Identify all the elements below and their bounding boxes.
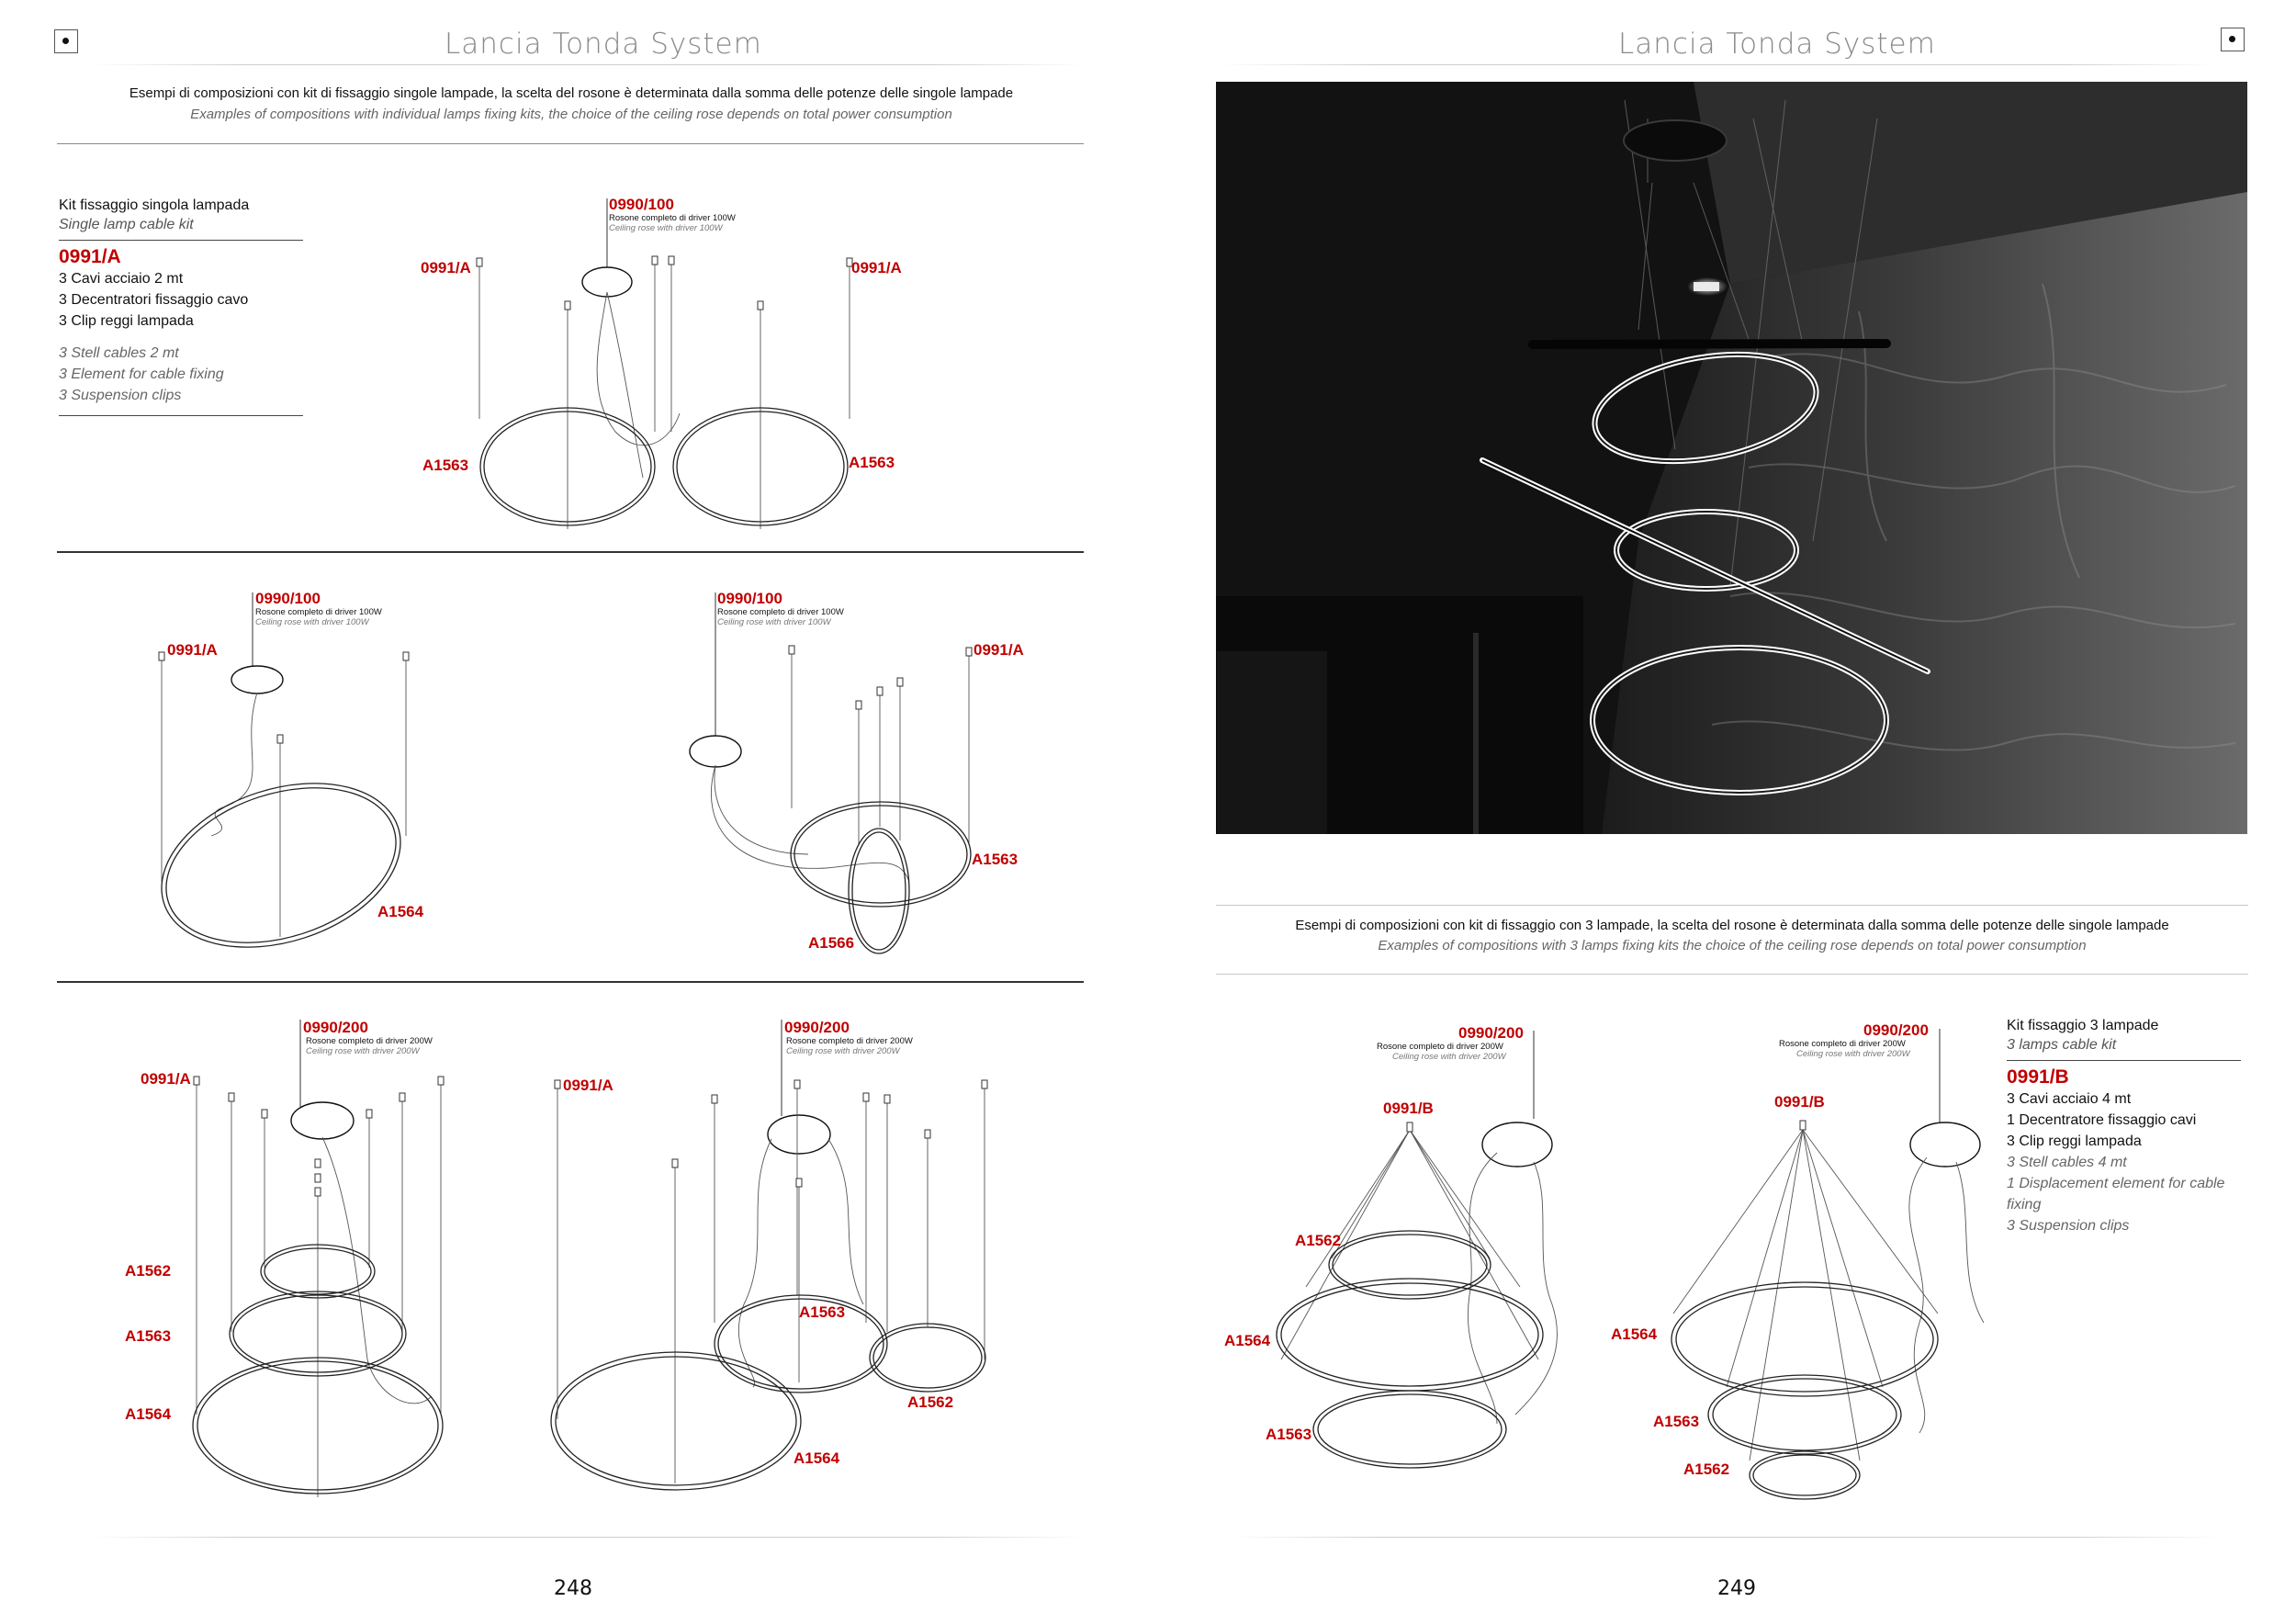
kit-line-it-1: 3 Cavi acciaio 2 mt: [59, 271, 184, 287]
ceiling-rose: [291, 1102, 354, 1139]
lamp-installation-photo: [1216, 82, 2247, 834]
diagram-rings-a1563-a1566: [690, 590, 1024, 953]
label-a1562: A1562: [1683, 1460, 1730, 1478]
intro-text-it-right: Esempi di composizioni con kit di fissaggio con 3 lampade, la scelta del rosone è determinata dalla somma delle potenze delle singole lampade: [1295, 918, 2169, 933]
label-rose-200-en: Ceiling rose with driver 200W: [786, 1046, 900, 1056]
label-kit-a-right: 0991/A: [851, 259, 902, 276]
label-kit-b: 0991/B: [1774, 1093, 1825, 1111]
kit-line-it-3: 3 Clip reggi lampada: [2007, 1133, 2142, 1149]
ring-a1562: [870, 1324, 985, 1392]
diagram-tilted-ring-a1564: [141, 590, 424, 976]
label-a1564: A1564: [1611, 1325, 1658, 1343]
label-a1564: A1564: [1224, 1332, 1271, 1349]
kit-title-en: Single lamp cable kit: [59, 217, 194, 232]
kit-code: 0991/A: [59, 246, 121, 267]
label-a1564: A1564: [793, 1449, 840, 1467]
label-a1564: A1564: [377, 903, 424, 920]
label-a1562: A1562: [1295, 1232, 1342, 1249]
diagram-stacked-rings-left: [125, 1019, 444, 1497]
right-page-drawings: [1148, 992, 2066, 1543]
ring-a1564: [141, 755, 422, 976]
label-a1563: A1563: [972, 851, 1019, 868]
label-rose-200-it: Rosone completo di driver 200W: [306, 1036, 433, 1046]
label-a1563: A1563: [799, 1303, 846, 1321]
kit-title-it: Kit fissaggio singola lampada: [59, 197, 250, 213]
intro-text-it-left: Esempi di composizioni con kit di fissaggio singole lampade, la scelta del rosone è determinata dalla somma delle potenze delle singole lampade: [129, 85, 1014, 101]
label-rose-200-it: Rosone completo di driver 200W: [786, 1036, 913, 1046]
kit-code: 0991/B: [2007, 1066, 2069, 1088]
footer-divider-left: [92, 1537, 1084, 1538]
label-kit-a-left: 0991/A: [421, 259, 471, 276]
label-rose-100-it: Rosone completo di driver 100W: [717, 607, 844, 617]
label-rose-200: 0990/200: [1863, 1021, 1929, 1039]
kit-line-en-3: 3 Suspension clips: [59, 388, 182, 403]
diagram-suspended-rings-b2: [1611, 1021, 1984, 1499]
label-rose-100-en: Ceiling rose with driver 100W: [255, 617, 369, 627]
label-kit-a: 0991/A: [141, 1070, 191, 1088]
label-rose-100: 0990/100: [717, 590, 782, 607]
intro-text-en-right: Examples of compositions with 3 lamps fixing kits the choice of the ceiling rose depends on total power consumption: [1378, 938, 2087, 953]
label-a1563-left: A1563: [422, 457, 469, 474]
kit-title-en: 3 lamps cable kit: [2007, 1037, 2117, 1053]
label-rose-100: 0990/100: [255, 590, 321, 607]
label-rose-200: 0990/200: [784, 1019, 850, 1036]
label-a1563-right: A1563: [849, 454, 895, 471]
footer-divider-right: [1231, 1537, 2223, 1538]
intro-text-en-left: Examples of compositions with individual lamps fixing kits, the choice of the ceiling rose depends on total power consumption: [190, 107, 952, 122]
header-divider-right: [1221, 64, 2213, 65]
kit-line-it-2: 1 Decentratore fissaggio cavi: [2007, 1112, 2197, 1128]
ring-a1566: [849, 829, 909, 953]
label-rose-200-it: Rosone completo di driver 200W: [1377, 1042, 1503, 1052]
label-a1562: A1562: [907, 1393, 954, 1411]
kit-line-en-2: 3 Element for cable fixing: [59, 367, 224, 382]
page-number-left: 248: [554, 1577, 592, 1600]
label-rose-200: 0990/200: [1458, 1024, 1524, 1042]
kit-line-it-1: 3 Cavi acciaio 4 mt: [2007, 1091, 2132, 1107]
ring-a1563: [1708, 1375, 1901, 1454]
page-number-right: 249: [1717, 1577, 1756, 1600]
kit-title-it: Kit fissaggio 3 lampade: [2007, 1018, 2159, 1033]
label-rose-100: 0990/100: [609, 196, 674, 213]
label-rose-100-it: Rosone completo di driver 100W: [609, 213, 736, 223]
header-title-left: Lancia Tonda System: [445, 28, 762, 61]
kit-line-it-3: 3 Clip reggi lampada: [59, 313, 194, 329]
label-rose-100-en: Ceiling rose with driver 100W: [609, 223, 723, 233]
label-a1563: A1563: [1266, 1426, 1312, 1443]
kit-line-en-1: 3 Stell cables 4 mt: [2007, 1155, 2127, 1170]
diagram-two-rings-a1563: [421, 196, 902, 529]
label-kit-a: 0991/A: [167, 641, 218, 659]
left-page-drawings: [0, 0, 1148, 1562]
label-rose-100-en: Ceiling rose with driver 100W: [717, 617, 831, 627]
label-a1563: A1563: [1653, 1413, 1700, 1430]
kit-line-it-2: 3 Decentratori fissaggio cavo: [59, 292, 249, 308]
label-kit-a: 0991/A: [974, 641, 1024, 659]
ceiling-rose: [768, 1115, 830, 1154]
kit-line-en-2: 1 Displacement element for cable fixing: [2007, 1176, 2225, 1212]
label-rose-200-en: Ceiling rose with driver 200W: [1796, 1049, 1910, 1059]
label-a1566: A1566: [808, 934, 855, 952]
ceiling-rose: [1482, 1122, 1552, 1167]
header-title-right: Lancia Tonda System: [1618, 28, 1936, 61]
label-kit-a: 0991/A: [563, 1077, 613, 1094]
label-a1562: A1562: [125, 1262, 172, 1280]
label-rose-200-en: Ceiling rose with driver 200W: [306, 1046, 420, 1056]
ring-a1562: [1750, 1451, 1860, 1499]
page-marker-icon-right: [2221, 28, 2245, 51]
kit-line-en-3: 3 Suspension clips: [2007, 1218, 2130, 1234]
label-a1564: A1564: [125, 1405, 172, 1423]
section-divider-right-1: [1216, 905, 2248, 906]
label-rose-200-it: Rosone completo di driver 200W: [1779, 1039, 1906, 1049]
section-divider-right-2: [1216, 974, 2248, 975]
diagram-suspended-rings-b1: [1224, 1024, 1557, 1468]
ceiling-rose: [690, 736, 741, 767]
label-rose-200: 0990/200: [303, 1019, 368, 1036]
label-rose-200-en: Ceiling rose with driver 200W: [1392, 1052, 1506, 1062]
label-kit-b: 0991/B: [1383, 1100, 1434, 1117]
label-rose-100-it: Rosone completo di driver 100W: [255, 607, 382, 617]
ring-a1564: [551, 1352, 801, 1490]
kit-line-en-1: 3 Stell cables 2 mt: [59, 345, 179, 361]
ring-a1563: [791, 802, 971, 907]
ceiling-rose: [1910, 1122, 1980, 1167]
diagram-scattered-rings: [551, 1019, 987, 1490]
ring-a1563: [1313, 1391, 1506, 1468]
label-a1563: A1563: [125, 1327, 172, 1345]
ceiling-rose: [231, 666, 283, 694]
